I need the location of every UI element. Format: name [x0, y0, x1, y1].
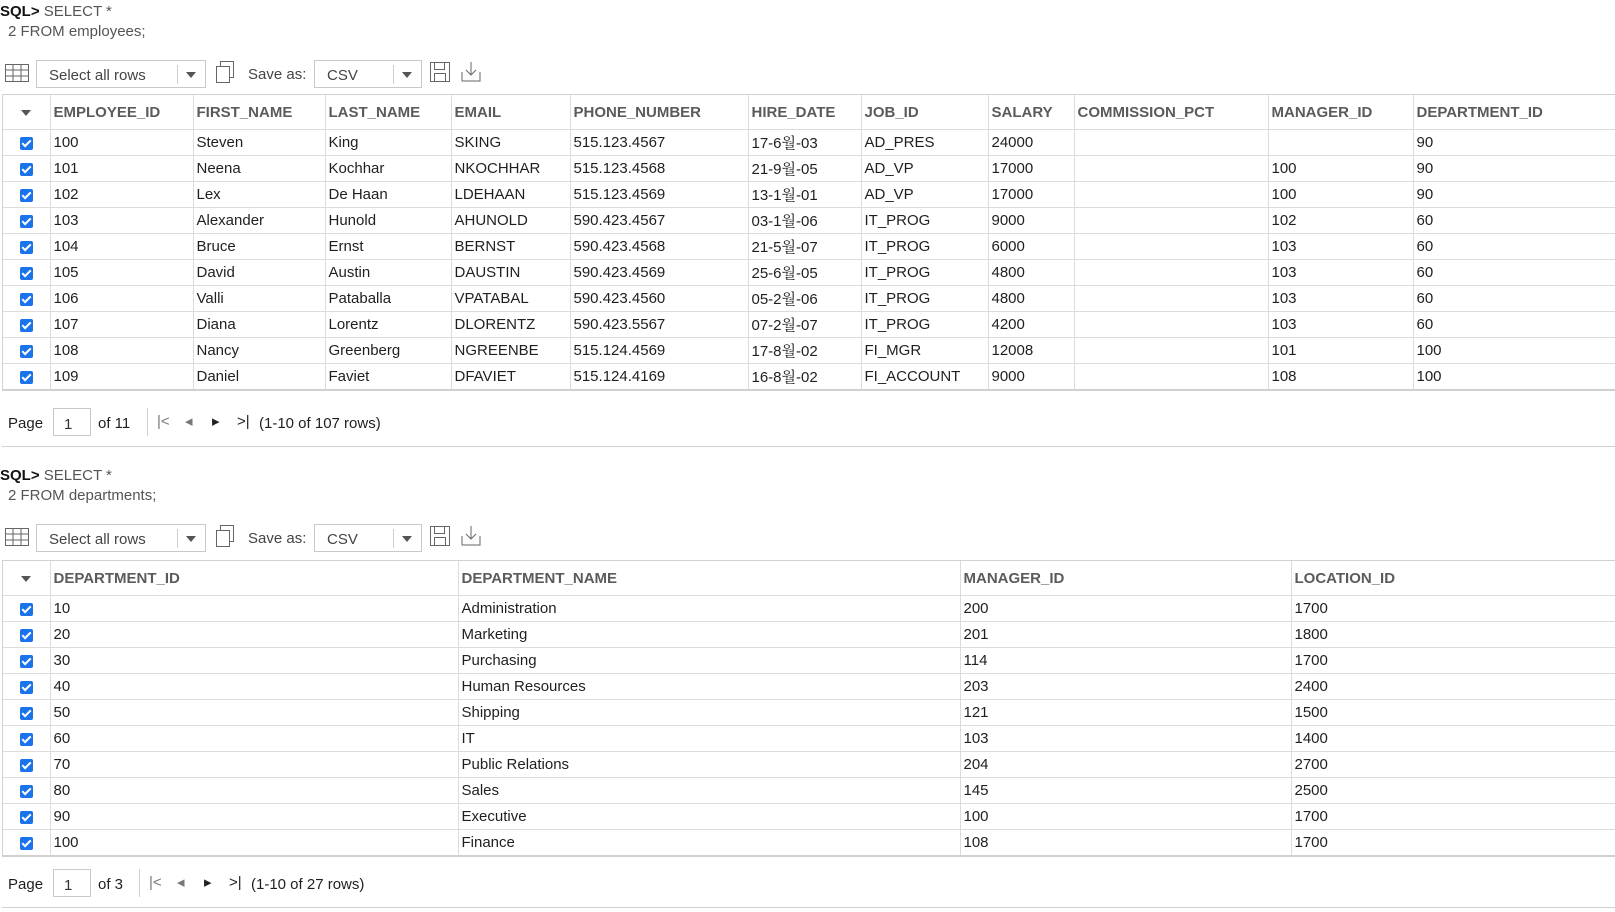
chevron-down-icon — [402, 536, 412, 542]
cell-commission-pct — [1074, 156, 1268, 182]
row-checkbox[interactable] — [20, 759, 33, 772]
cell-last-name: Lorentz — [325, 312, 451, 338]
row-select-cell[interactable] — [3, 260, 50, 286]
column-header-phone-number[interactable]: PHONE_NUMBER — [570, 95, 748, 130]
chevron-down-icon — [21, 110, 31, 116]
cell-hire-date: 17-6월-03 — [748, 130, 861, 156]
cell-manager-id: 103 — [1268, 312, 1413, 338]
table-row[interactable] — [3, 234, 1615, 260]
cell-first-name: Alexander — [193, 208, 325, 234]
cell-email: DFAVIET — [451, 364, 570, 391]
row-select-cell[interactable] — [3, 648, 50, 674]
column-header-employee-id[interactable]: EMPLOYEE_ID — [50, 95, 193, 130]
table-row[interactable] — [3, 156, 1615, 182]
row-select-cell[interactable] — [3, 804, 50, 830]
pagination-bar — [2, 861, 1615, 908]
cell-employee-id: 101 — [50, 156, 193, 182]
chevron-down-icon — [402, 72, 412, 78]
cell-employee-id: 105 — [50, 260, 193, 286]
cell-employee-id: 100 — [50, 130, 193, 156]
last-page-icon[interactable]: >| — [237, 413, 250, 430]
cell-phone-number: 590.423.4569 — [570, 260, 748, 286]
cell-manager-id: 103 — [1268, 234, 1413, 260]
chevron-down-icon — [186, 72, 196, 78]
table-row[interactable] — [3, 830, 1615, 857]
save-disk-icon[interactable] — [429, 60, 451, 84]
cell-employee-id: 108 — [50, 338, 193, 364]
sql-statement — [0, 0, 1615, 42]
column-header-department-id[interactable]: DEPARTMENT_ID — [50, 561, 458, 596]
row-select-cell[interactable] — [3, 674, 50, 700]
cell-phone-number: 590.423.5567 — [570, 312, 748, 338]
table-row[interactable] — [3, 130, 1615, 156]
copy-icon[interactable] — [214, 524, 236, 548]
cell-department-id: 40 — [50, 674, 458, 700]
page-label: Page — [8, 415, 44, 432]
cell-manager-id: 204 — [960, 752, 1291, 778]
cell-phone-number: 515.123.4567 — [570, 130, 748, 156]
table-row[interactable] — [3, 364, 1615, 391]
cell-department-name: IT — [458, 726, 960, 752]
cell-department-name: Finance — [458, 830, 960, 857]
row-selection-dropdown[interactable]: Select all rows — [36, 60, 206, 88]
cell-job-id: AD_PRES — [861, 130, 988, 156]
cell-manager-id: 201 — [960, 622, 1291, 648]
cell-hire-date: 07-2월-07 — [748, 312, 861, 338]
cell-salary: 17000 — [988, 156, 1074, 182]
page-label: Page — [8, 876, 44, 893]
cell-phone-number: 515.124.4569 — [570, 338, 748, 364]
row-checkbox[interactable] — [20, 137, 33, 150]
row-checkbox[interactable] — [20, 707, 33, 720]
format-dropdown[interactable]: CSV — [314, 524, 422, 552]
column-header-department-id[interactable]: DEPARTMENT_ID — [1413, 95, 1615, 130]
download-icon[interactable] — [459, 524, 483, 548]
row-select-cell[interactable] — [3, 622, 50, 648]
first-page-icon[interactable]: |< — [149, 874, 162, 891]
cell-location-id: 1700 — [1291, 804, 1615, 830]
cell-manager-id: 103 — [960, 726, 1291, 752]
row-select-cell[interactable] — [3, 700, 50, 726]
query-result-employees — [0, 0, 1615, 432]
cell-salary: 24000 — [988, 130, 1074, 156]
row-checkbox[interactable] — [20, 655, 33, 668]
row-select-cell[interactable] — [3, 752, 50, 778]
row-checkbox[interactable] — [20, 241, 33, 254]
cell-department-id: 70 — [50, 752, 458, 778]
results-grid — [2, 94, 1615, 391]
table-row[interactable] — [3, 726, 1615, 752]
cell-manager-id: 100 — [1268, 156, 1413, 182]
table-row[interactable] — [3, 338, 1615, 364]
cell-email: VPATABAL — [451, 286, 570, 312]
row-checkbox[interactable] — [20, 837, 33, 850]
cell-salary: 6000 — [988, 234, 1074, 260]
table-row[interactable] — [3, 286, 1615, 312]
cell-department-id: 60 — [50, 726, 458, 752]
cell-department-name: Executive — [458, 804, 960, 830]
cell-department-id: 90 — [1413, 130, 1615, 156]
prev-page-icon[interactable]: ◂ — [177, 874, 185, 891]
grid-view-icon[interactable] — [5, 64, 29, 82]
row-checkbox[interactable] — [20, 293, 33, 306]
save-as-label: Save as: — [248, 530, 307, 547]
chevron-down-icon — [186, 536, 196, 542]
cell-manager-id: 100 — [960, 804, 1291, 830]
rows-summary: (1-10 of 27 rows) — [251, 876, 365, 893]
cell-phone-number: 590.423.4560 — [570, 286, 748, 312]
cell-manager-id: 108 — [1268, 364, 1413, 391]
row-checkbox[interactable] — [20, 733, 33, 746]
cell-commission-pct — [1074, 338, 1268, 364]
cell-salary: 9000 — [988, 364, 1074, 391]
table-row[interactable] — [3, 260, 1615, 286]
row-select-cell[interactable] — [3, 156, 50, 182]
cell-manager-id: 103 — [1268, 260, 1413, 286]
row-checkbox[interactable] — [20, 345, 33, 358]
cell-last-name: Faviet — [325, 364, 451, 391]
cell-manager-id: 101 — [1268, 338, 1413, 364]
cell-manager-id — [1268, 130, 1413, 156]
cell-job-id: IT_PROG — [861, 312, 988, 338]
cell-job-id: AD_VP — [861, 156, 988, 182]
cell-department-id: 20 — [50, 622, 458, 648]
download-icon[interactable] — [459, 60, 483, 84]
cell-manager-id: 203 — [960, 674, 1291, 700]
cell-department-name: Shipping — [458, 700, 960, 726]
cell-first-name: Valli — [193, 286, 325, 312]
chevron-down-icon — [21, 576, 31, 582]
cell-job-id: AD_VP — [861, 182, 988, 208]
cell-employee-id: 106 — [50, 286, 193, 312]
column-header-email[interactable]: EMAIL — [451, 95, 570, 130]
table-row[interactable] — [3, 674, 1615, 700]
cell-first-name: Bruce — [193, 234, 325, 260]
cell-commission-pct — [1074, 312, 1268, 338]
cell-last-name: Pataballa — [325, 286, 451, 312]
table-row[interactable] — [3, 648, 1615, 674]
save-disk-icon[interactable] — [429, 524, 451, 548]
result-toolbar — [0, 59, 600, 93]
cell-location-id: 2700 — [1291, 752, 1615, 778]
cell-manager-id: 100 — [1268, 182, 1413, 208]
cell-last-name: Greenberg — [325, 338, 451, 364]
sql-line-1: SELECT * — [43, 467, 112, 484]
sql-line-2: 2 FROM departments; — [8, 487, 157, 504]
cell-department-name: Sales — [458, 778, 960, 804]
cell-job-id: FI_MGR — [861, 338, 988, 364]
sql-line-2: 2 FROM employees; — [8, 23, 146, 40]
header-row — [3, 561, 1615, 596]
cell-manager-id: 108 — [960, 830, 1291, 857]
cell-location-id: 1700 — [1291, 648, 1615, 674]
row-checkbox[interactable] — [20, 811, 33, 824]
cell-commission-pct — [1074, 234, 1268, 260]
row-checkbox[interactable] — [20, 371, 33, 384]
column-header-job-id[interactable]: JOB_ID — [861, 95, 988, 130]
cell-salary: 17000 — [988, 182, 1074, 208]
cell-first-name: Diana — [193, 312, 325, 338]
cell-hire-date: 21-5월-07 — [748, 234, 861, 260]
cell-last-name: Austin — [325, 260, 451, 286]
cell-location-id: 1700 — [1291, 596, 1615, 622]
cell-salary: 4800 — [988, 260, 1074, 286]
cell-manager-id: 121 — [960, 700, 1291, 726]
column-header-manager-id[interactable]: MANAGER_ID — [1268, 95, 1413, 130]
query-result-departments — [0, 464, 1615, 893]
cell-commission-pct — [1074, 364, 1268, 391]
cell-email: BERNST — [451, 234, 570, 260]
cell-department-id: 60 — [1413, 234, 1615, 260]
cell-email: LDEHAAN — [451, 182, 570, 208]
table-row[interactable] — [3, 700, 1615, 726]
cell-location-id: 2400 — [1291, 674, 1615, 700]
row-checkbox[interactable] — [20, 629, 33, 642]
cell-first-name: Nancy — [193, 338, 325, 364]
row-checkbox[interactable] — [20, 189, 33, 202]
cell-phone-number: 590.423.4567 — [570, 208, 748, 234]
cell-job-id: FI_ACCOUNT — [861, 364, 988, 391]
cell-commission-pct — [1074, 208, 1268, 234]
cell-department-id: 10 — [50, 596, 458, 622]
cell-location-id: 1400 — [1291, 726, 1615, 752]
cell-email: DLORENTZ — [451, 312, 570, 338]
cell-department-name: Marketing — [458, 622, 960, 648]
cell-department-id: 100 — [50, 830, 458, 857]
cell-department-name: Public Relations — [458, 752, 960, 778]
row-select-cell[interactable] — [3, 182, 50, 208]
table-row[interactable] — [3, 208, 1615, 234]
first-page-icon[interactable]: |< — [157, 413, 170, 430]
cell-hire-date: 05-2월-06 — [748, 286, 861, 312]
cell-department-id: 90 — [1413, 182, 1615, 208]
page-number-input[interactable] — [53, 408, 91, 436]
header-row — [3, 95, 1615, 130]
format-dropdown[interactable]: CSV — [314, 60, 422, 88]
cell-email: SKING — [451, 130, 570, 156]
sql-prompt: SQL> — [0, 3, 40, 20]
cell-manager-id: 102 — [1268, 208, 1413, 234]
cell-commission-pct — [1074, 260, 1268, 286]
row-select-cell[interactable] — [3, 234, 50, 260]
cell-department-id: 80 — [50, 778, 458, 804]
cell-email: NKOCHHAR — [451, 156, 570, 182]
cell-phone-number: 590.423.4568 — [570, 234, 748, 260]
cell-department-id: 60 — [1413, 286, 1615, 312]
cell-last-name: De Haan — [325, 182, 451, 208]
cell-phone-number: 515.123.4568 — [570, 156, 748, 182]
cell-last-name: King — [325, 130, 451, 156]
page-count: of 3 — [98, 876, 124, 893]
cell-last-name: Ernst — [325, 234, 451, 260]
sql-line-1: SELECT * — [43, 3, 112, 20]
row-select-cell[interactable] — [3, 726, 50, 752]
table-row[interactable] — [3, 752, 1615, 778]
cell-job-id: IT_PROG — [861, 286, 988, 312]
row-checkbox[interactable] — [20, 163, 33, 176]
column-header-salary[interactable]: SALARY — [988, 95, 1074, 130]
cell-department-id: 30 — [50, 648, 458, 674]
column-header-department-name[interactable]: DEPARTMENT_NAME — [458, 561, 960, 596]
cell-manager-id: 103 — [1268, 286, 1413, 312]
cell-employee-id: 102 — [50, 182, 193, 208]
rows-summary: (1-10 of 107 rows) — [259, 415, 381, 432]
row-checkbox[interactable] — [20, 215, 33, 228]
page-count: of 11 — [98, 415, 131, 432]
row-checkbox[interactable] — [20, 785, 33, 798]
sql-statement — [0, 464, 1615, 506]
cell-email: NGREENBE — [451, 338, 570, 364]
cell-first-name: Steven — [193, 130, 325, 156]
cell-location-id: 2500 — [1291, 778, 1615, 804]
cell-email: DAUSTIN — [451, 260, 570, 286]
cell-hire-date: 16-8월-02 — [748, 364, 861, 391]
column-header-manager-id[interactable]: MANAGER_ID — [960, 561, 1291, 596]
cell-department-id: 100 — [1413, 364, 1615, 391]
cell-job-id: IT_PROG — [861, 260, 988, 286]
cell-department-id: 60 — [1413, 260, 1615, 286]
cell-salary: 9000 — [988, 208, 1074, 234]
select-column-header[interactable] — [3, 561, 50, 596]
row-selection-dropdown[interactable]: Select all rows — [36, 524, 206, 552]
cell-last-name: Hunold — [325, 208, 451, 234]
prev-page-icon[interactable]: ◂ — [185, 413, 193, 430]
column-header-hire-date[interactable]: HIRE_DATE — [748, 95, 861, 130]
cell-department-id: 90 — [1413, 156, 1615, 182]
cell-department-name: Purchasing — [458, 648, 960, 674]
cell-location-id: 1700 — [1291, 830, 1615, 857]
cell-employee-id: 104 — [50, 234, 193, 260]
cell-manager-id: 114 — [960, 648, 1291, 674]
cell-manager-id: 145 — [960, 778, 1291, 804]
cell-job-id: IT_PROG — [861, 234, 988, 260]
cell-hire-date: 25-6월-05 — [748, 260, 861, 286]
row-select-cell[interactable] — [3, 596, 50, 622]
table-row[interactable] — [3, 778, 1615, 804]
cell-phone-number: 515.123.4569 — [570, 182, 748, 208]
cell-first-name: Daniel — [193, 364, 325, 391]
row-select-cell[interactable] — [3, 208, 50, 234]
cell-first-name: David — [193, 260, 325, 286]
table-row[interactable] — [3, 312, 1615, 338]
cell-location-id: 1800 — [1291, 622, 1615, 648]
cell-hire-date: 21-9월-05 — [748, 156, 861, 182]
results-grid — [2, 560, 1615, 857]
results-table — [3, 561, 1615, 857]
save-as-label: Save as: — [248, 66, 307, 83]
cell-commission-pct — [1074, 286, 1268, 312]
row-select-cell[interactable] — [3, 830, 50, 857]
cell-hire-date: 17-8월-02 — [748, 338, 861, 364]
cell-commission-pct — [1074, 130, 1268, 156]
cell-employee-id: 107 — [50, 312, 193, 338]
cell-department-id: 60 — [1413, 312, 1615, 338]
column-header-first-name[interactable]: FIRST_NAME — [193, 95, 325, 130]
table-row[interactable] — [3, 596, 1615, 622]
cell-salary: 12008 — [988, 338, 1074, 364]
column-header-location-id[interactable]: LOCATION_ID — [1291, 561, 1615, 596]
row-checkbox[interactable] — [20, 603, 33, 616]
row-select-cell[interactable] — [3, 130, 50, 156]
cell-department-id: 100 — [1413, 338, 1615, 364]
sql-prompt: SQL> — [0, 467, 40, 484]
cell-department-id: 90 — [50, 804, 458, 830]
cell-manager-id: 200 — [960, 596, 1291, 622]
cell-first-name: Lex — [193, 182, 325, 208]
cell-email: AHUNOLD — [451, 208, 570, 234]
table-row[interactable] — [3, 622, 1615, 648]
column-header-commission-pct[interactable]: COMMISSION_PCT — [1074, 95, 1268, 130]
cell-department-id: 50 — [50, 700, 458, 726]
cell-hire-date: 13-1월-01 — [748, 182, 861, 208]
cell-location-id: 1500 — [1291, 700, 1615, 726]
cell-last-name: Kochhar — [325, 156, 451, 182]
row-select-cell[interactable] — [3, 286, 50, 312]
copy-icon[interactable] — [214, 60, 236, 84]
cell-commission-pct — [1074, 182, 1268, 208]
cell-salary: 4800 — [988, 286, 1074, 312]
page-number-input[interactable] — [53, 869, 91, 897]
cell-hire-date: 03-1월-06 — [748, 208, 861, 234]
cell-department-name: Administration — [458, 596, 960, 622]
results-table — [3, 95, 1615, 391]
next-page-icon[interactable]: ▸ — [212, 413, 220, 430]
cell-department-name: Human Resources — [458, 674, 960, 700]
row-checkbox[interactable] — [20, 319, 33, 332]
row-checkbox[interactable] — [20, 267, 33, 280]
row-select-cell[interactable] — [3, 364, 50, 391]
cell-phone-number: 515.124.4169 — [570, 364, 748, 391]
cell-first-name: Neena — [193, 156, 325, 182]
select-column-header[interactable] — [3, 95, 50, 130]
table-row[interactable] — [3, 182, 1615, 208]
next-page-icon[interactable]: ▸ — [204, 874, 212, 891]
cell-employee-id: 103 — [50, 208, 193, 234]
pagination-bar — [2, 400, 1615, 447]
cell-employee-id: 109 — [50, 364, 193, 391]
result-toolbar — [0, 523, 600, 557]
table-row[interactable] — [3, 804, 1615, 830]
grid-view-icon[interactable] — [5, 528, 29, 546]
row-select-cell[interactable] — [3, 778, 50, 804]
row-checkbox[interactable] — [20, 681, 33, 694]
row-select-cell[interactable] — [3, 312, 50, 338]
row-select-cell[interactable] — [3, 338, 50, 364]
last-page-icon[interactable]: >| — [229, 874, 242, 891]
cell-department-id: 60 — [1413, 208, 1615, 234]
column-header-last-name[interactable]: LAST_NAME — [325, 95, 451, 130]
cell-salary: 4200 — [988, 312, 1074, 338]
cell-job-id: IT_PROG — [861, 208, 988, 234]
